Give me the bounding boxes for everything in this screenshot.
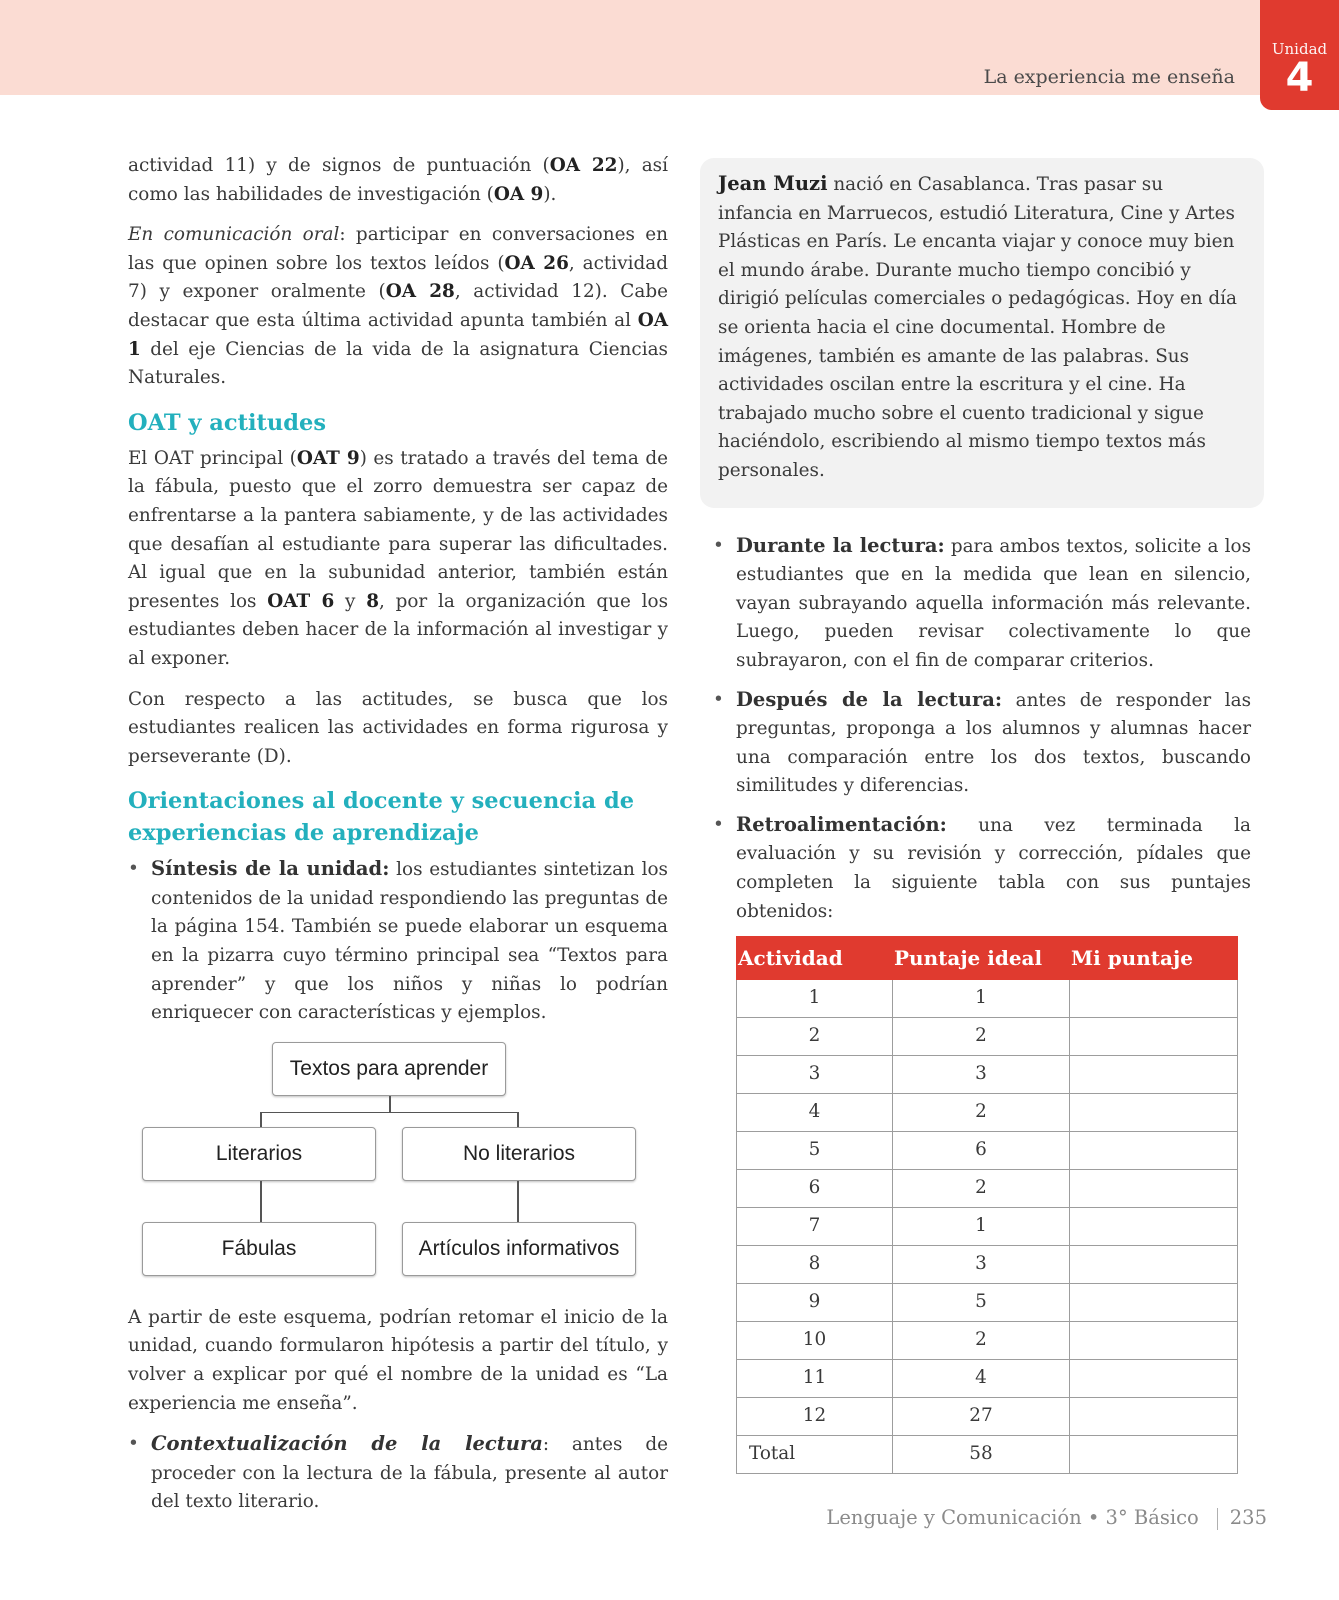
heading-orientaciones: Orientaciones al docente y secuencia de experiencias de aprendizaje (128, 788, 635, 847)
diagram-node-literarios: Literarios (142, 1127, 376, 1181)
table-cell-puntaje-ideal: 1 (893, 1208, 1070, 1246)
table-header-row (737, 937, 1238, 980)
table-cell-mi-puntaje[interactable] (1070, 1246, 1238, 1284)
table-row (737, 1208, 1238, 1246)
table-header-puntaje-ideal: Puntaje ideal (893, 937, 1070, 980)
unit-number: 4 (1285, 55, 1314, 101)
bullet-sintesis: • Síntesis de la unidad: los estudiantes sintetizan los contenidos de la unidad respondiendo las preguntas de la página 154. También se puede elaborar un esquema en la pizarra cuyo término principal sea “Textos para aprender” y que los niños y niñas lo podrían enriquecer con características y ejemplos. (128, 855, 668, 1028)
page-number: 235 (1229, 1506, 1267, 1529)
bullet-retroalimentacion: • Retroalimentación: una vez terminada la evaluación y su revisión y corrección, pídales que completen la siguiente tabla con sus puntajes obtenidos: (713, 811, 1251, 926)
oa-ref: OA 1 (128, 309, 668, 360)
bullet-lead: Contextualización de la lectura (151, 1432, 543, 1456)
table-cell-mi-puntaje[interactable] (1070, 1322, 1238, 1360)
author-bio-box (700, 158, 1264, 508)
table-cell-mi-puntaje[interactable] (1070, 1056, 1238, 1094)
diagram-node-no-literarios: No literarios (402, 1127, 636, 1181)
table-cell-actividad: 2 (737, 1018, 893, 1056)
table-cell-puntaje-ideal: 1 (893, 980, 1070, 1018)
right-column (713, 158, 1251, 1474)
diagram-node-fabulas: Fábulas (142, 1222, 376, 1276)
table-cell-actividad: 7 (737, 1208, 893, 1246)
table-cell-puntaje-ideal: 2 (893, 1018, 1070, 1056)
diagram-connector (260, 1112, 518, 1114)
table-cell-puntaje-ideal: 4 (893, 1360, 1070, 1398)
table-cell-actividad: 6 (737, 1170, 893, 1208)
author-name: Jean Muzi (718, 172, 828, 195)
oa-ref: OA 28 (385, 281, 455, 303)
table-cell-mi-puntaje[interactable] (1070, 980, 1238, 1018)
table-cell-mi-puntaje[interactable] (1070, 1398, 1238, 1436)
table-row (737, 1170, 1238, 1208)
table-cell-mi-puntaje[interactable] (1070, 1360, 1238, 1398)
score-table (736, 936, 1238, 1474)
oat-ref: 8 (366, 590, 379, 612)
table-cell-actividad: Total (737, 1436, 893, 1474)
table-cell-puntaje-ideal: 5 (893, 1284, 1070, 1322)
table-cell-puntaje-ideal: 58 (893, 1436, 1070, 1474)
table-row (737, 1436, 1238, 1474)
oa-ref: OA 22 (549, 155, 618, 176)
left-column (128, 152, 668, 1527)
author-bio-text: nació en Casablanca. Tras pasar su infancia en Marruecos, estudió Literatura, Cine y Artes Plásticas en París. Le encanta viajar y conoce muy bien el mundo árabe. Durante mucho tiempo concibió y dirigió películas comerciales o pedagógicas. Hoy en día se orienta hacia el cine documental. Hombre de imágenes, también es amante de las palabras. Sus actividades oscilan entre la escritura y el cine. Ha trabajado mucho sobre el cuento tradicional y sigue haciéndolo, escribiendo al mismo tiempo textos más personales. (718, 174, 1238, 481)
diagram-connector (517, 1181, 519, 1222)
running-header-title: La experiencia me enseña (983, 66, 1235, 88)
table-row (737, 1018, 1238, 1056)
table-cell-actividad: 1 (737, 980, 893, 1018)
page-footer (826, 1506, 1267, 1530)
table-cell-mi-puntaje[interactable] (1070, 1094, 1238, 1132)
table-cell-actividad: 9 (737, 1284, 893, 1322)
table-cell-puntaje-ideal: 2 (893, 1094, 1070, 1132)
table-cell-puntaje-ideal: 27 (893, 1398, 1070, 1436)
table-cell-actividad: 3 (737, 1056, 893, 1094)
table-row (737, 980, 1238, 1018)
table-row (737, 1094, 1238, 1132)
table-cell-mi-puntaje[interactable] (1070, 1018, 1238, 1056)
oat-ref: OAT 6 (267, 590, 335, 612)
unit-tab (1260, 0, 1339, 110)
table-header-mi-puntaje: Mi puntaje (1070, 937, 1238, 980)
table-cell-puntaje-ideal: 2 (893, 1170, 1070, 1208)
paragraph-comunicacion-oral: En comunicación oral: participar en conversaciones en las que opinen sobre los textos leídos (OA 26, actividad 7) y exponer oralmente (OA 28, actividad 12). Cabe destacar que esta última actividad apunta también al OA 1 del eje Ciencias de la vida de la asignatura Ciencias Naturales. (128, 224, 668, 389)
table-header-actividad: Actividad (737, 937, 893, 980)
bullet-despues-lectura: • Después de la lectura: antes de responder las preguntas, proponga a los alumnos y alumnas hacer una comparación entre los dos textos, buscando similitudes y diferencias. (713, 686, 1251, 801)
paragraph-oa-signos: actividad 11) y de signos de puntuación (OA 22), así como las habilidades de investigación (OA 9). (128, 155, 668, 205)
concept-diagram (146, 1042, 656, 1292)
table-cell-actividad: 10 (737, 1322, 893, 1360)
table-row (737, 1132, 1238, 1170)
diagram-node-articulos: Artículos informativos (402, 1222, 636, 1276)
table-cell-actividad: 12 (737, 1398, 893, 1436)
paragraph-esquema: A partir de este esquema, podrían retomar el inicio de la unidad, cuando formularon hipótesis a partir del título, y volver a explicar por qué el nombre de la unidad es “La experiencia me enseña”. (128, 1306, 668, 1414)
footer-separator (1217, 1508, 1218, 1530)
diagram-node-root: Textos para aprender (272, 1042, 506, 1096)
table-row (737, 1322, 1238, 1360)
table-row (737, 1246, 1238, 1284)
heading-oat-actitudes: OAT y actitudes (128, 409, 326, 436)
table-cell-puntaje-ideal: 3 (893, 1246, 1070, 1284)
bullet-lead: Síntesis de la unidad: (151, 857, 390, 881)
diagram-connector (260, 1112, 262, 1127)
table-cell-mi-puntaje[interactable] (1070, 1208, 1238, 1246)
footer-subject: Lenguaje y Comunicación • 3° Básico (826, 1506, 1199, 1529)
oat-ref: OAT 9 (296, 447, 360, 469)
bullet-durante-lectura: • Durante la lectura: para ambos textos, solicite a los estudiantes que en la medida que lean en silencio, vayan subrayando aquella información más relevante. Luego, pueden revisar colectivamente lo que subrayaron, con el fin de comparar criterios. (713, 532, 1251, 676)
table-cell-mi-puntaje[interactable] (1070, 1284, 1238, 1322)
table-cell-actividad: 11 (737, 1360, 893, 1398)
bullet-contextualizacion: • Contextualización de la lectura: antes de proceder con la lectura de la fábula, presente al autor del texto literario. (128, 1430, 668, 1517)
table-row (737, 1056, 1238, 1094)
table-cell-actividad: 5 (737, 1132, 893, 1170)
table-cell-actividad: 4 (737, 1094, 893, 1132)
table-body (737, 980, 1238, 1474)
table-cell-mi-puntaje[interactable] (1070, 1132, 1238, 1170)
paragraph-actitudes: Con respecto a las actitudes, se busca que los estudiantes realicen las actividades en forma rigurosa y perseverante (D). (128, 688, 668, 767)
table-row (737, 1360, 1238, 1398)
oa-ref: OA 9 (493, 183, 544, 205)
table-cell-mi-puntaje[interactable] (1070, 1170, 1238, 1208)
paragraph-oat: El OAT principal (OAT 9) es tratado a través del tema de la fábula, puesto que el zorro demuestra ser capaz de enfrentarse a la pantera sabiamente, y de las actividades que desafían al estudiante para superar las dificultades. Al igual que en la subunidad anterior, también están presentes los OAT 6 y 8, por la organización que los estudiantes deben hacer de la información al investigar y al exponer. (128, 447, 669, 669)
diagram-connector (389, 1096, 391, 1113)
diagram-connector (517, 1112, 519, 1127)
table-cell-actividad: 8 (737, 1246, 893, 1284)
table-row (737, 1398, 1238, 1436)
unit-label: Unidad (1271, 40, 1328, 58)
table-cell-puntaje-ideal: 2 (893, 1322, 1070, 1360)
table-cell-puntaje-ideal: 3 (893, 1056, 1070, 1094)
oa-ref: OA 26 (504, 252, 569, 274)
table-cell-puntaje-ideal: 6 (893, 1132, 1070, 1170)
diagram-connector (260, 1181, 262, 1222)
table-row (737, 1284, 1238, 1322)
table-cell-mi-puntaje[interactable] (1070, 1436, 1238, 1474)
